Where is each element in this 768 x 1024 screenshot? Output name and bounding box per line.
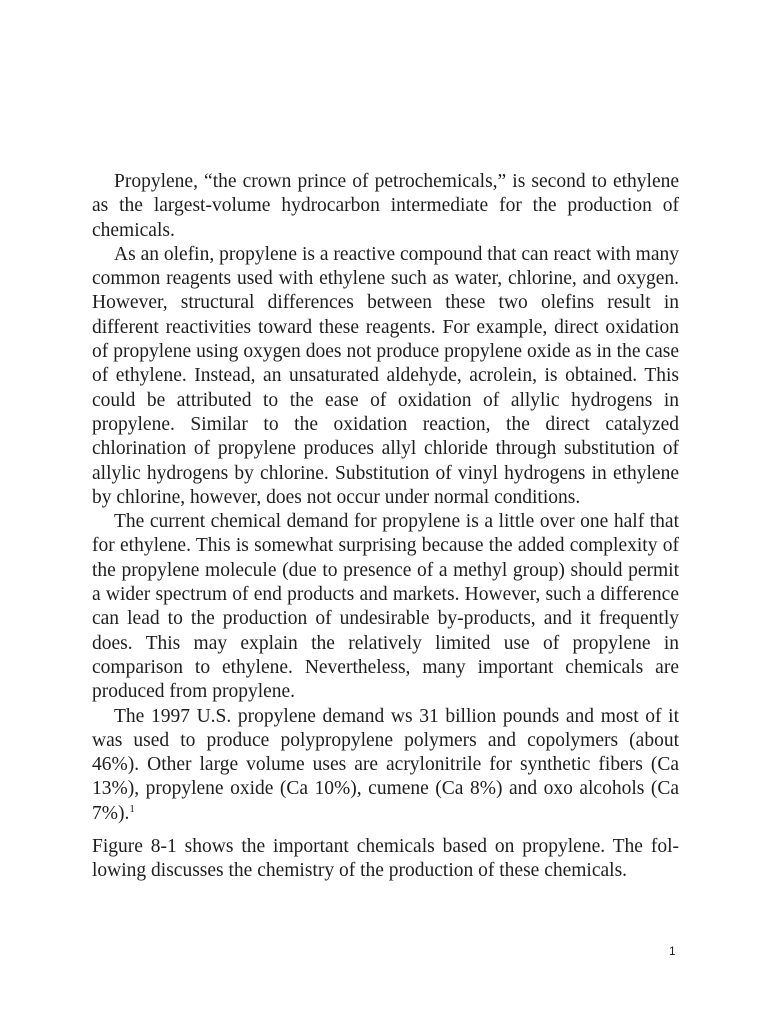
paragraph-intro: Propylene, “the crown prince of petrochemicals,” is second to ethylene as the largest-volume hydrocarbon intermediate for the production of chemicals. (92, 171, 679, 241)
paragraph-us-demand-text: The 1997 U.S. propylene demand ws 31 billion pounds and most of it was used to produce polypropylene polymers and copolymers (about 46%). Other large volume uses are acrylonitrile for synthetic fibers (Ca 13%), propylene oxide (Ca 10%), cumene (Ca 8%) and oxo alcohols (Ca 7%). (92, 705, 679, 824)
paragraph-figure-reference: Figure 8-1 shows the important chemicals based on propylene. The following discusses the chemistry of the production of these chemicals. (92, 836, 679, 882)
footnote-marker: 1 (129, 802, 135, 815)
paragraph-demand: The current chemical demand for propylene is a little over one half that for ethylene. This is somewhat surprising because the added complexity of the propylene molecule (due to presence of a methyl group) should permit a wider spectrum of end products and markets. However, such a difference can lead to the production of undesirable by-products, and it frequently does. This may explain the relatively limited use of propylene in comparison to ethylene. Nevertheless, many important chemicals are produced from propylene. (92, 511, 679, 703)
page-number: 1 (669, 944, 676, 958)
paragraph-olefin-reactivity: As an olefin, propylene is a reactive compound that can react with many common reagents used with ethylene such as water, chlorine, and oxygen. However, structural differences between these two olefins result in different reactivities toward these reagents. For example, direct oxidation of propylene using oxygen does not produce propylene oxide as in the case of ethylene. Instead, an unsaturated aldehyde, acrolein, is obtained. This could be attributed to the ease of oxidation of allylic hydrogens in propylene. Similar to the oxidation reaction, the direct catalyzed chlorination of propylene produces allyl chloride through substitution of allylic hydrogens by chlorine. Substitution of vinyl hydrogens in ethylene by chlorine, however, does not occur under normal conditions. (92, 243, 679, 508)
paragraph-us-demand-1997 (92, 705, 679, 826)
document-body (92, 170, 679, 884)
